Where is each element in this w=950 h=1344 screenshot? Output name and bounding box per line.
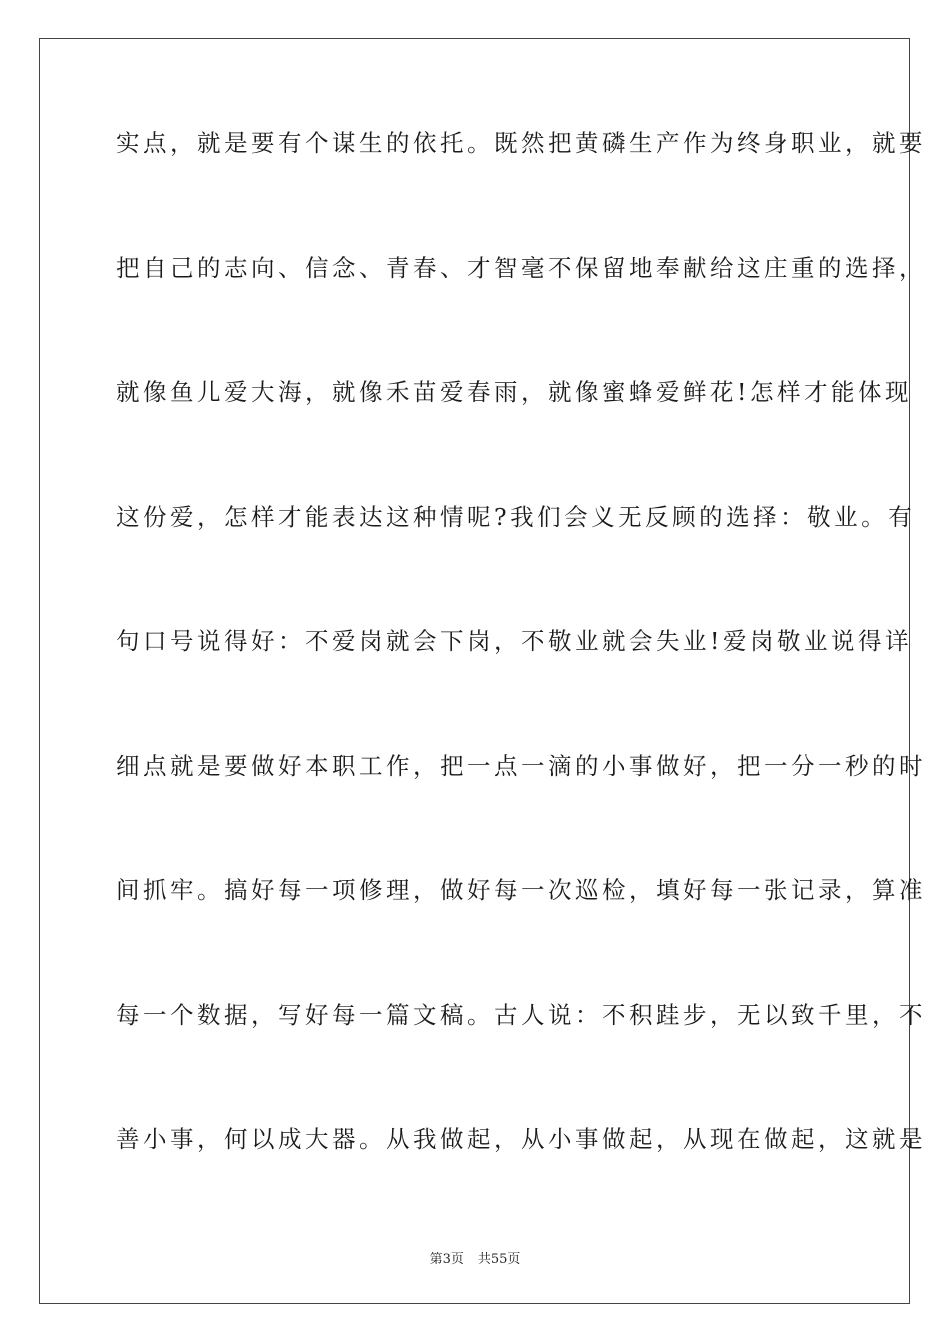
text-line-2: 把自己的志向、信念、青春、才智毫不保留地奉献给这庄重的选择， xyxy=(116,253,926,282)
text-line-4: 这份爱，怎样才能表达这种情呢?我们会义无反顾的选择：敬业。有 xyxy=(116,502,916,531)
text-line-7: 间抓牢。搞好每一项修理，做好每一次巡检，填好每一张记录，算准 xyxy=(116,876,926,904)
page-number: 第3页 xyxy=(429,1252,464,1267)
page-total: 共55页 xyxy=(477,1252,521,1267)
text-line-9: 善小事，何以成大器。从我做起，从小事做起，从现在做起，这就是 xyxy=(116,1125,926,1153)
text-line-5: 句口号说得好：不爱岗就会下岗，不敬业就会失业!爱岗敬业说得详 xyxy=(116,627,912,655)
text-line-6: 细点就是要做好本职工作，把一点一滴的小事做好，把一分一秒的时 xyxy=(116,751,926,780)
page-footer xyxy=(0,1248,950,1267)
document-body xyxy=(116,128,926,1249)
text-line-3: 就像鱼儿爱大海，就像禾苗爱春雨，就像蜜蜂爱鲜花!怎样才能体现 xyxy=(116,378,912,406)
text-line-1: 实点，就是要有个谋生的依托。既然把黄磷生产作为终身职业，就要 xyxy=(116,129,926,157)
text-line-8: 每一个数据，写好每一篇文稿。古人说：不积跬步，无以致千里，不 xyxy=(116,1000,926,1029)
